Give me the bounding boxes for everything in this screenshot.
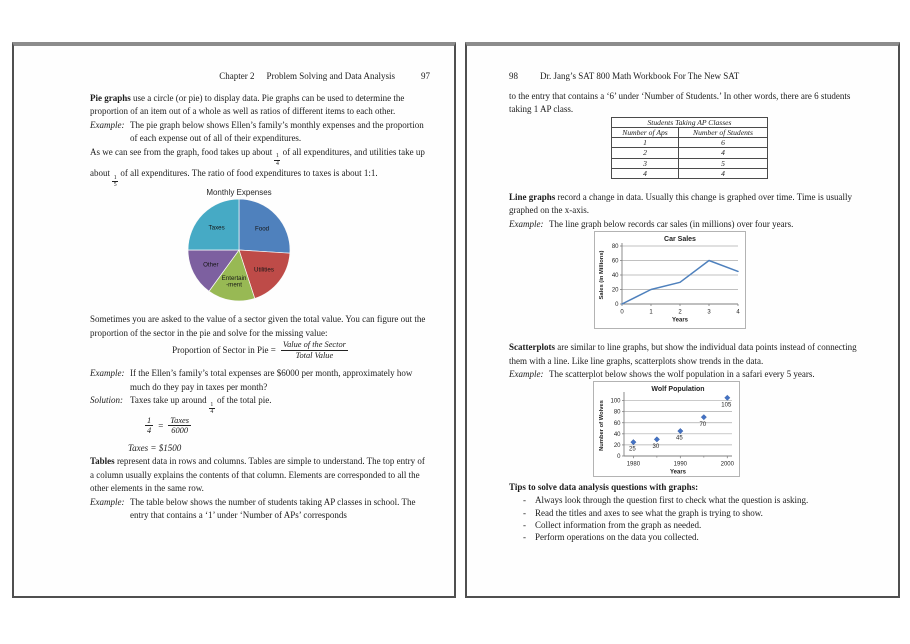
svg-text:Sales (in Millions): Sales (in Millions) <box>599 250 605 300</box>
svg-text:Other: Other <box>203 261 219 269</box>
table-row: 2 4 <box>612 148 768 158</box>
svg-text:25: 25 <box>629 447 636 454</box>
tip-item: - Collect information from the graph as needed. <box>523 519 870 531</box>
table-row: 4 4 <box>612 168 768 178</box>
table-title-row <box>612 117 768 127</box>
svg-text:Food: Food <box>254 225 270 233</box>
svg-text:3: 3 <box>707 309 711 316</box>
svg-text:2: 2 <box>678 309 682 316</box>
svg-text:20: 20 <box>611 287 619 294</box>
formula-lhs: Proportion of Sector in Pie = <box>172 345 276 356</box>
page-97 <box>12 42 456 598</box>
example-text: The scatterplot below shows the wolf population in a safari every 5 years. <box>549 369 815 380</box>
svg-text:Taxes: Taxes <box>208 224 225 232</box>
page-number: 98 <box>509 71 518 81</box>
monthly-expenses-pie-chart <box>164 188 314 307</box>
ap-classes-table <box>611 117 768 179</box>
fractions-paragraph: As we can see from the graph, food takes up about $\frac{1}{4}$ of all expenditures, and utilities take up about $\frac{1}{5}$ of all expenditures. The ratio of food expenditures to taxes is about 1:1. <box>90 146 425 188</box>
continuation-paragraph: to the entry that contains a ‘6’ under ‘Number of Students.’ In other words, there are 6 students taking 1 AP class. <box>509 91 851 115</box>
example-label: Example: <box>90 496 125 507</box>
svg-text:100: 100 <box>610 399 621 406</box>
solution-label: Solution: <box>90 395 123 406</box>
example-text: The line graph below records car sales (in millions) over four years. <box>549 218 794 229</box>
svg-text:0: 0 <box>615 302 619 309</box>
example-text: The table below shows the number of students taking AP classes in school. The entry that contains a ‘1’ under ‘Number of APs’ corresponds <box>130 496 416 520</box>
page-97-header <box>90 70 430 82</box>
pie-chart-title: Monthly Expenses <box>206 188 272 198</box>
svg-text:1: 1 <box>649 309 653 316</box>
equation-lhs-fraction: $\frac{1}{4}$ <box>147 415 152 436</box>
svg-text:80: 80 <box>611 244 619 251</box>
table-row: 3 5 <box>612 158 768 168</box>
solution-line: Solution: Taxes take up around $\frac{1}{4}$ of the total pie. <box>90 395 272 416</box>
tips-heading: Tips to solve data analysis questions with graphs: <box>509 482 699 493</box>
svg-text:Entertain-ment: Entertain -ment <box>221 275 247 289</box>
col-header-students: Number of Students <box>679 128 768 138</box>
sometimes-paragraph: Sometimes you are asked to the value of a sector given the total value. You can figure out the proportion of the sector in the pie and solve for the missing value: <box>90 314 426 338</box>
example-label: Example: <box>90 368 125 379</box>
table-row: 1 6 <box>612 138 768 148</box>
svg-text:60: 60 <box>611 258 619 265</box>
page-number: 97 <box>421 71 430 81</box>
col-header-aps: Number of Aps <box>612 128 679 138</box>
example-label: Example: <box>90 119 125 130</box>
svg-text:1980: 1980 <box>626 461 641 468</box>
taxes-equation <box>145 416 430 436</box>
tables-paragraph: Tables represent data in rows and columns. Tables are simple to understand. The top entry of a column usually explains the contents of that column. Elements are corresponded to all the other elements in the same row. <box>90 456 425 494</box>
svg-text:70: 70 <box>699 422 707 429</box>
pie-chart-canvas <box>164 198 314 307</box>
equals-sign: = <box>158 420 164 431</box>
svg-text:Car Sales: Car Sales <box>664 236 696 244</box>
svg-text:60: 60 <box>613 421 621 428</box>
line-example <box>509 218 870 231</box>
svg-text:0: 0 <box>620 309 624 316</box>
svg-text:Utilities: Utilities <box>254 266 274 274</box>
svg-text:2000: 2000 <box>720 461 734 468</box>
pie-example <box>90 119 430 146</box>
tip-item: - Perform operations on the data you collected. <box>523 531 870 543</box>
scatterplots-paragraph: Scatterplots are similar to line graphs, but show the individual data points instead of connecting them with a line. Like line graphs, scatterplots show trends in the data. <box>509 342 857 366</box>
pie-graphs-paragraph: Pie graphs use a circle (or pie) to display data. Pie graphs can be used to determine the proportion of an item out of a whole as well as ratios of different items to each other. <box>90 93 405 117</box>
formula-fraction: Value of the Sector Total Value <box>282 340 346 360</box>
wolf-population-scatterplot <box>593 381 740 477</box>
table-example <box>90 496 430 523</box>
book-title: Dr. Jang’s SAT 800 Math Workbook For The New SAT <box>540 71 740 81</box>
tips-list <box>509 494 870 543</box>
example-text: If the Ellen’s family’s total expenses are $6000 per month, approximately how much do they pay in taxes per month? <box>130 368 413 392</box>
svg-text:Years: Years <box>671 317 689 324</box>
chapter-title: Problem Solving and Data Analysis <box>266 71 395 81</box>
tip-item: - Read the titles and axes to see what the graph is trying to show. <box>523 507 870 519</box>
taxes-result: Taxes = $1500 <box>128 442 182 453</box>
scatter-example <box>509 368 870 381</box>
equation-rhs-fraction: Taxes 6000 <box>170 415 190 436</box>
page-98 <box>465 42 900 598</box>
example-text: The pie graph below shows Ellen’s family’s monthly expenses and the proportion of each expense out of all of their expenditures. <box>130 119 424 144</box>
svg-text:20: 20 <box>613 443 621 450</box>
line-graphs-paragraph: Line graphs record a change in data. Usually this change is graphed over time. Time is usually graphed on the x-axis. <box>509 192 852 216</box>
table-title: Students Taking AP Classes <box>612 117 768 127</box>
chapter-label: Chapter 2 <box>219 71 255 81</box>
tip-item: - Always look through the question first to check what the question is asking. <box>523 494 870 506</box>
svg-text:80: 80 <box>613 410 621 417</box>
proportion-formula <box>90 340 430 360</box>
example-label: Example: <box>509 218 544 229</box>
svg-text:Years: Years <box>669 469 687 476</box>
svg-text:40: 40 <box>611 273 619 280</box>
example-label: Example: <box>509 369 544 380</box>
svg-text:45: 45 <box>676 436 683 443</box>
svg-text:4: 4 <box>736 309 740 316</box>
table-header-row <box>612 128 768 138</box>
svg-text:40: 40 <box>613 432 621 439</box>
svg-text:0: 0 <box>617 454 621 461</box>
taxes-example <box>90 367 430 394</box>
svg-text:30: 30 <box>652 444 660 451</box>
page-98-header <box>509 70 870 82</box>
svg-text:Wolf Population: Wolf Population <box>651 386 705 394</box>
svg-text:105: 105 <box>721 402 732 409</box>
car-sales-line-chart <box>594 231 746 329</box>
svg-text:Number of Wolves: Number of Wolves <box>599 400 605 452</box>
svg-text:1990: 1990 <box>673 461 688 468</box>
